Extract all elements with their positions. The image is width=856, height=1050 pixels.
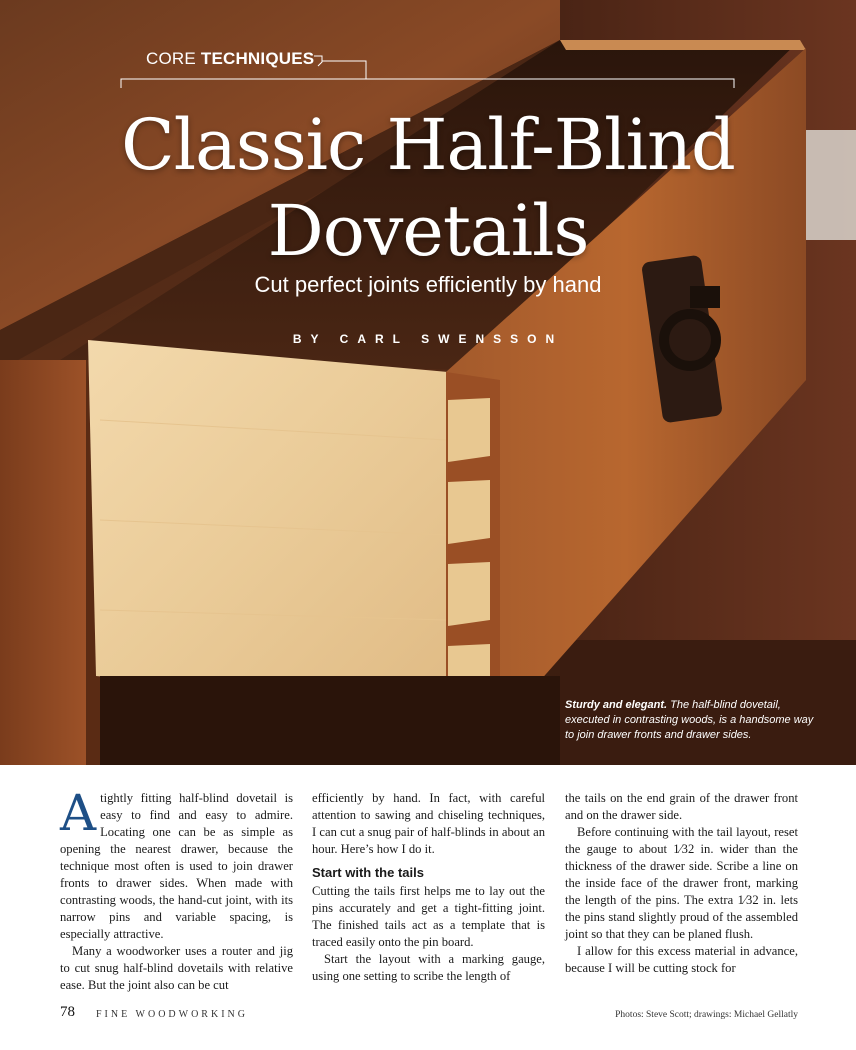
page-number: 78 <box>60 1004 75 1020</box>
paragraph-3: efficiently by hand. In fact, with careful attention to sawing and chiseling techniques, I can cut a snug pair of half-blinds in about an hour. Here’s how I do it. <box>312 791 545 856</box>
caption-lead: Sturdy and elegant. <box>565 699 668 711</box>
kicker-light: CORE <box>146 49 196 68</box>
paragraph-intro <box>60 784 293 943</box>
article-subtitle: Cut perfect joints efficiently by hand <box>254 272 602 297</box>
paragraph-8: I allow for this excess material in advance, because I will be cutting stock for <box>565 944 798 975</box>
photo-credits: Photos: Steve Scott; drawings: Michael Gellatly <box>615 1010 798 1020</box>
subhead-start-with-tails: Start with the tails <box>312 865 424 880</box>
byline: BY CARL SWENSSON <box>292 332 564 346</box>
caption-text: The half-blind dovetail, executed in contrasting woods, is a handsome way to join drawer fronts and drawer sides. <box>565 699 814 741</box>
article-body <box>60 784 798 992</box>
column-2 <box>312 790 545 985</box>
paragraph-7: Before continuing with the tail layout, reset the gauge to about 1⁄32 in. wider than the thickness of the drawer side. Scribe a line on the inside face of the drawer front, marking the length of the pins. The extra 1⁄32 in. lets the pins stand slightly proud of the assembled joint so that they can be planed flush. <box>565 825 798 941</box>
paragraph-5: Start the layout with a marking gauge, using one setting to scribe the length of <box>312 952 545 983</box>
paragraph-1-text: tightly fitting half-blind dovetail is easy to find and easy to admire. Locating one can be as simple as opening the nearest drawer, because the technique most often is used to join drawer fronts to drawer sides. When made with contrasting woods, the hand-cut joint, with its narrow pins and variable spacing, is especially attractive. <box>60 791 293 941</box>
column-1 <box>60 784 293 994</box>
article-title <box>0 102 856 274</box>
magazine-name: FINE WOODWORKING <box>96 1009 248 1020</box>
photo-caption <box>565 698 815 743</box>
kicker-bold: TECHNIQUES <box>200 49 315 68</box>
paragraph-2: Many a woodworker uses a router and jig to cut snug half-blind dovetails with relative ease. But the joint also can be cut <box>60 944 293 992</box>
paragraph-6: the tails on the end grain of the drawer front and on the drawer side. <box>565 791 798 822</box>
title-line-1: Classic Half-Blind <box>121 104 735 186</box>
drop-cap: A <box>60 784 97 842</box>
paragraph-4: Cutting the tails first helps me to lay out the pins accurately and get a tight-fitting joint. The finished tails act as a template that is traced easily onto the pin board. <box>312 884 545 949</box>
kicker-rule <box>0 0 856 100</box>
title-line-2: Dovetails <box>267 190 589 272</box>
column-3 <box>565 790 798 977</box>
